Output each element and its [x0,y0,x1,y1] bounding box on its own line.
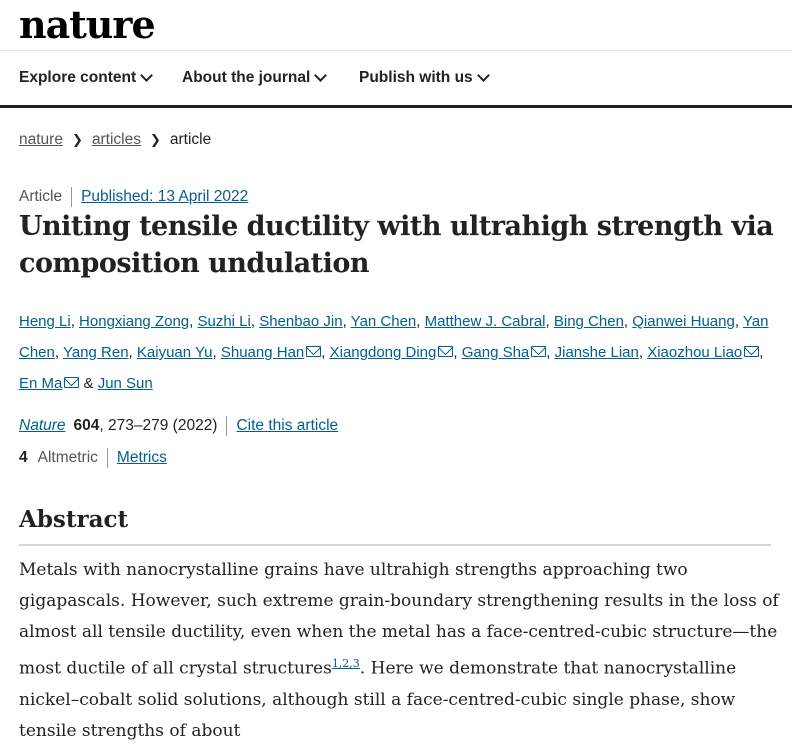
nav-label: Explore content [19,69,137,86]
breadcrumb-nature[interactable]: nature [19,131,63,148]
article-type: Article [19,188,63,205]
breadcrumb [19,131,211,149]
nav-label: Publish with us [359,69,473,86]
divider [19,544,771,546]
nav-publish-with-us[interactable] [359,69,488,87]
author-name: En Ma [19,375,63,392]
author-link[interactable]: Yan Chen [350,313,417,330]
nature-logo[interactable]: nature [19,2,155,47]
author-link[interactable] [19,375,79,392]
chevron-right-icon: ❯ [149,132,161,147]
author-link[interactable] [330,344,454,361]
metrics-link[interactable]: Metrics [116,449,167,466]
email-icon [64,377,79,388]
published-date-link[interactable]: Published: 13 April 2022 [81,188,249,205]
breadcrumb-current: article [169,131,212,148]
chevron-down-icon [477,69,490,82]
author-link[interactable] [647,344,759,361]
author-link[interactable] [462,344,547,361]
author-link[interactable]: Kaiyuan Yu [136,344,213,361]
author-link[interactable]: Shenbao Jin [259,313,343,330]
abstract-text-part: Metals with nanocrystalline grains have ultrahigh strengths approaching two gigapascals. However, such extreme grain-boundary strengthening results in the loss of almost all tensile ductility, even when the metal has a face-centred-cubic structure—the most ductile of all crystal structures [19,560,779,679]
cite-this-article-link[interactable]: Cite this article [236,417,339,434]
author-link[interactable]: Jianshe Lian [554,344,639,361]
author-name: Xiangdong Ding [329,344,437,361]
reference-link[interactable]: 1,2,3 [331,657,360,670]
citation-line [19,416,338,436]
email-icon [306,346,321,357]
author-link[interactable] [221,344,321,361]
altmetric-count: 4 [19,449,28,466]
abstract-text-part: . Here we demonstrate that nanocrystalline nickel–cobalt solid solutions, although still a face-centred-cubic single phase, show tensile strengths of about [19,658,737,741]
author-link[interactable]: Matthew J. Cabral [424,313,546,330]
author-name: Gang Sha [461,344,530,361]
chevron-right-icon: ❯ [71,132,83,147]
author-list: Heng Li, Hongxiang Zong, Suzhi Li, Shenbao Jin, Yan Chen, Matthew J. Cabral, Bing Chen, Qianwei Huang, Yan Chen, Yang Ren, Kaiyuan Yu, Shuang Han , Xiangdong Ding , Gang Sha , Jianshe Lian, Xiaozhou Liao , En Ma & Jun Sun [19,313,769,392]
divider [71,187,72,207]
author-link[interactable]: Heng Li [19,313,71,330]
author-link[interactable]: Qianwei Huang [632,313,735,330]
pages-year: , 273–279 (2022) [99,417,218,434]
author-link[interactable]: Hongxiang Zong [79,313,190,330]
author-link[interactable]: Jun Sun [97,375,153,392]
journal-link[interactable]: Nature [19,417,66,434]
divider [107,448,108,468]
author-link[interactable]: Yan Chen [19,313,769,361]
email-icon [744,346,759,357]
nav-label: About the journal [182,69,311,86]
chevron-down-icon [314,69,327,82]
email-icon [438,346,453,357]
abstract-text [19,555,779,747]
chevron-down-icon [140,69,153,82]
email-icon [531,346,546,357]
site-header [0,0,792,51]
author-name: Shuang Han [220,344,305,361]
main-nav [0,51,792,108]
author-name: Xiaozhou Liao [647,344,743,361]
article-title: Uniting tensile ductility with ultrahigh strength via composition undulation [19,211,774,279]
author-link[interactable]: Bing Chen [553,313,624,330]
altmetric-label: Altmetric [37,449,98,466]
metrics-line [19,448,167,468]
breadcrumb-articles[interactable]: articles [91,131,141,148]
author-link[interactable]: Yang Ren [62,344,129,361]
nav-about-journal[interactable] [182,69,325,87]
abstract-heading: Abstract [19,506,129,533]
author-link[interactable]: Suzhi Li [197,313,251,330]
volume: 604 [73,417,100,434]
nav-explore-content[interactable] [19,69,151,87]
article-meta [19,187,248,207]
divider [226,416,227,436]
